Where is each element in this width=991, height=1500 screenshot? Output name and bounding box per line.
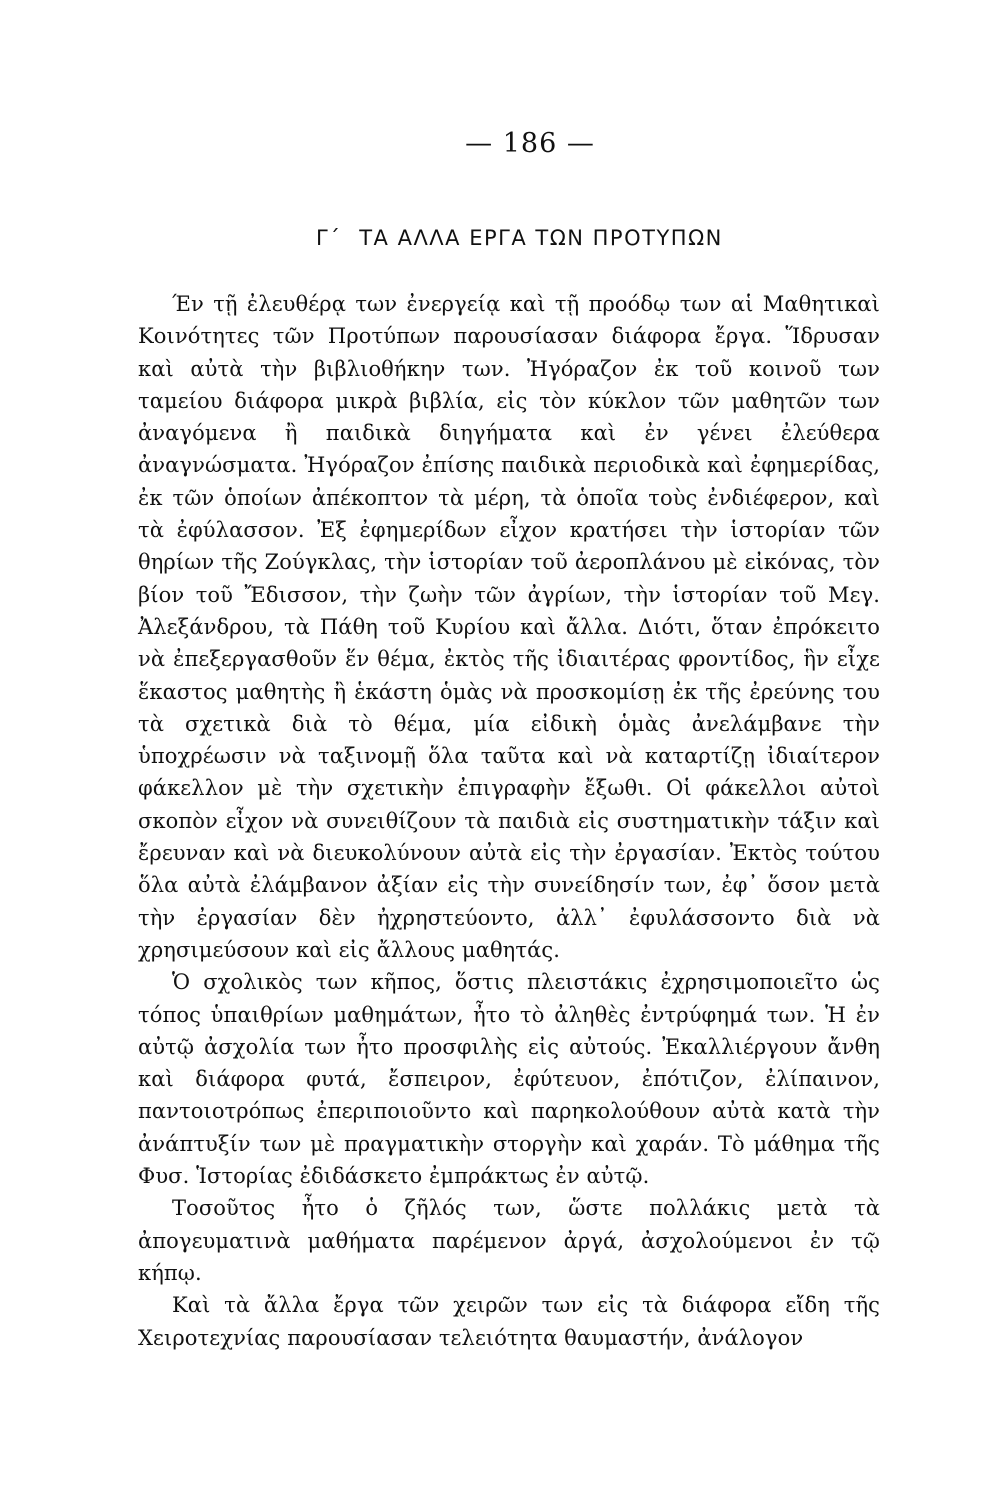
page-number: — 186 — — [465, 128, 595, 159]
paragraph-zeal: Τοσοῦτος ἦτο ὁ ζῆλός των, ὥστε πολλάκις μετὰ τὰ ἀπογευματινὰ μαθήματα παρέμενον ἀργά, ἀσχολούμενοι ἐν τῷ κήπῳ. — [138, 1196, 880, 1285]
paragraph-handicrafts: Καὶ τὰ ἄλλα ἔργα τῶν χειρῶν των εἰς τὰ διάφορα εἴδη τῆς Χειροτεχνίας παρουσίασαν τελειότητα θαυμαστήν, ἀνάλογον — [138, 1293, 880, 1350]
section-title: ΤΑ ΑΛΛΑ ΕΡΓΑ ΤΩΝ ΠΡΟΤΥΠΩΝ — [359, 226, 723, 250]
paragraph-garden: Ὁ σχολικὸς των κῆπος, ὅστις πλειστάκις ἐχρησιμοποιεῖτο ὡς τόπος ὑπαιθρίων μαθημάτων, ἦτο τὸ ἀληθὲς ἐντρύφημά των. Ἡ ἐν αὐτῷ ἀσχολία των ἦτο προσφιλὴς εἰς αὐτούς. Ἐκαλλιέργουν ἄνθη καὶ διάφορα φυτά, ἔσπειρον, ἐφύτευον, ἐπότιζον, ἐλίπαινον, παντοιοτρόπως ἐπεριποιοῦντο καὶ παρηκολούθουν αὐτὰ κατὰ τὴν ἀνάπτυξίν των μὲ πραγματικὴν στοργὴν καὶ χαράν. Τὸ μάθημα τῆς Φυσ. Ἱστορίας ἐδιδάσκετο ἐμπράκτως ἐν αὐτῷ. — [138, 970, 880, 1189]
section-marker: Γ΄ — [316, 226, 342, 250]
section-heading — [316, 226, 723, 250]
paragraph-activities: Έν τῇ ἐλευθέρᾳ των ἐνεργείᾳ καὶ τῇ προόδῳ των αἱ Μαθητικαὶ Κοινότητες τῶν Προτύπων παρουσίασαν διάφορα ἔργα. Ἵδρυσαν καὶ αὐτὰ τὴν βιβλιοθήκην των. Ἠγόραζον ἐκ τοῦ κοινοῦ των ταμείου διάφορα μικρὰ βιβλία, εἰς τὸν κύκλον τῶν μαθητῶν των ἀναγόμενα ἢ παιδικὰ διηγήματα καὶ ἐν γένει ἐλεύθερα ἀναγνώσματα. Ἠγόραζον ἐπίσης παιδικὰ περιοδικὰ καὶ ἐφημερίδας, ἐκ τῶν ὁποίων ἀπέκοπτον τὰ μέρη, τὰ ὁποῖα τοὺς ἐνδιέφερον, καὶ τὰ ἐφύλασσον. Ἐξ ἐφημερίδων εἶχον κρατήσει τὴν ἱστορίαν τῶν θηρίων τῆς Ζούγκλας, τὴν ἱστορίαν τοῦ ἀεροπλάνου μὲ εἰκόνας, τὸν βίον τοῦ Ἔδισσον, τὴν ζωὴν τῶν ἀγρίων, τὴν ἱστορίαν τοῦ Μεγ. Ἀλεξάνδρου, τὰ Πάθη τοῦ Κυρίου καὶ ἄλλα. Διότι, ὅταν ἐπρόκειτο νὰ ἐπεξεργασθοῦν ἕν θέμα, ἐκτὸς τῆς ἰδιαιτέρας φροντίδος, ἣν εἶχε ἕκαστος μαθητὴς ἢ ἑκάστη ὁμὰς νὰ προσκομίσῃ ἐκ τῆς ἐρεύνης του τὰ σχετικὰ διὰ τὸ θέμα, μία εἰδικὴ ὁμὰς ἀνελάμβανε τὴν ὑποχρέωσιν νὰ ταξινομῇ ὅλα ταῦτα καὶ νὰ καταρτίζῃ ἰδιαίτερον φάκελλον μὲ τὴν σχετικὴν ἐπιγραφὴν ἔξωθι. Οἱ φάκελλοι αὐτοὶ σκοπὸν εἶχον νὰ συνειθίζουν τὰ παιδιὰ εἰς συστηματικὴν τάξιν καὶ ἔρευναν καὶ νὰ διευκολύνουν αὐτὰ εἰς τὴν ἐργασίαν. Ἐκτὸς τούτου ὅλα αὐτὰ ἐλάμβανον ἀξίαν εἰς τὴν συνείδησίν των, ἐφ᾿ ὅσον μετὰ τὴν ἐργασίαν δὲν ἠχρηστεύοντο, ἀλλ᾿ ἐφυλάσσοντο διὰ νὰ χρησιμεύσουν καὶ εἰς ἄλλους μαθητάς. — [138, 292, 880, 962]
body-text — [138, 288, 880, 1354]
